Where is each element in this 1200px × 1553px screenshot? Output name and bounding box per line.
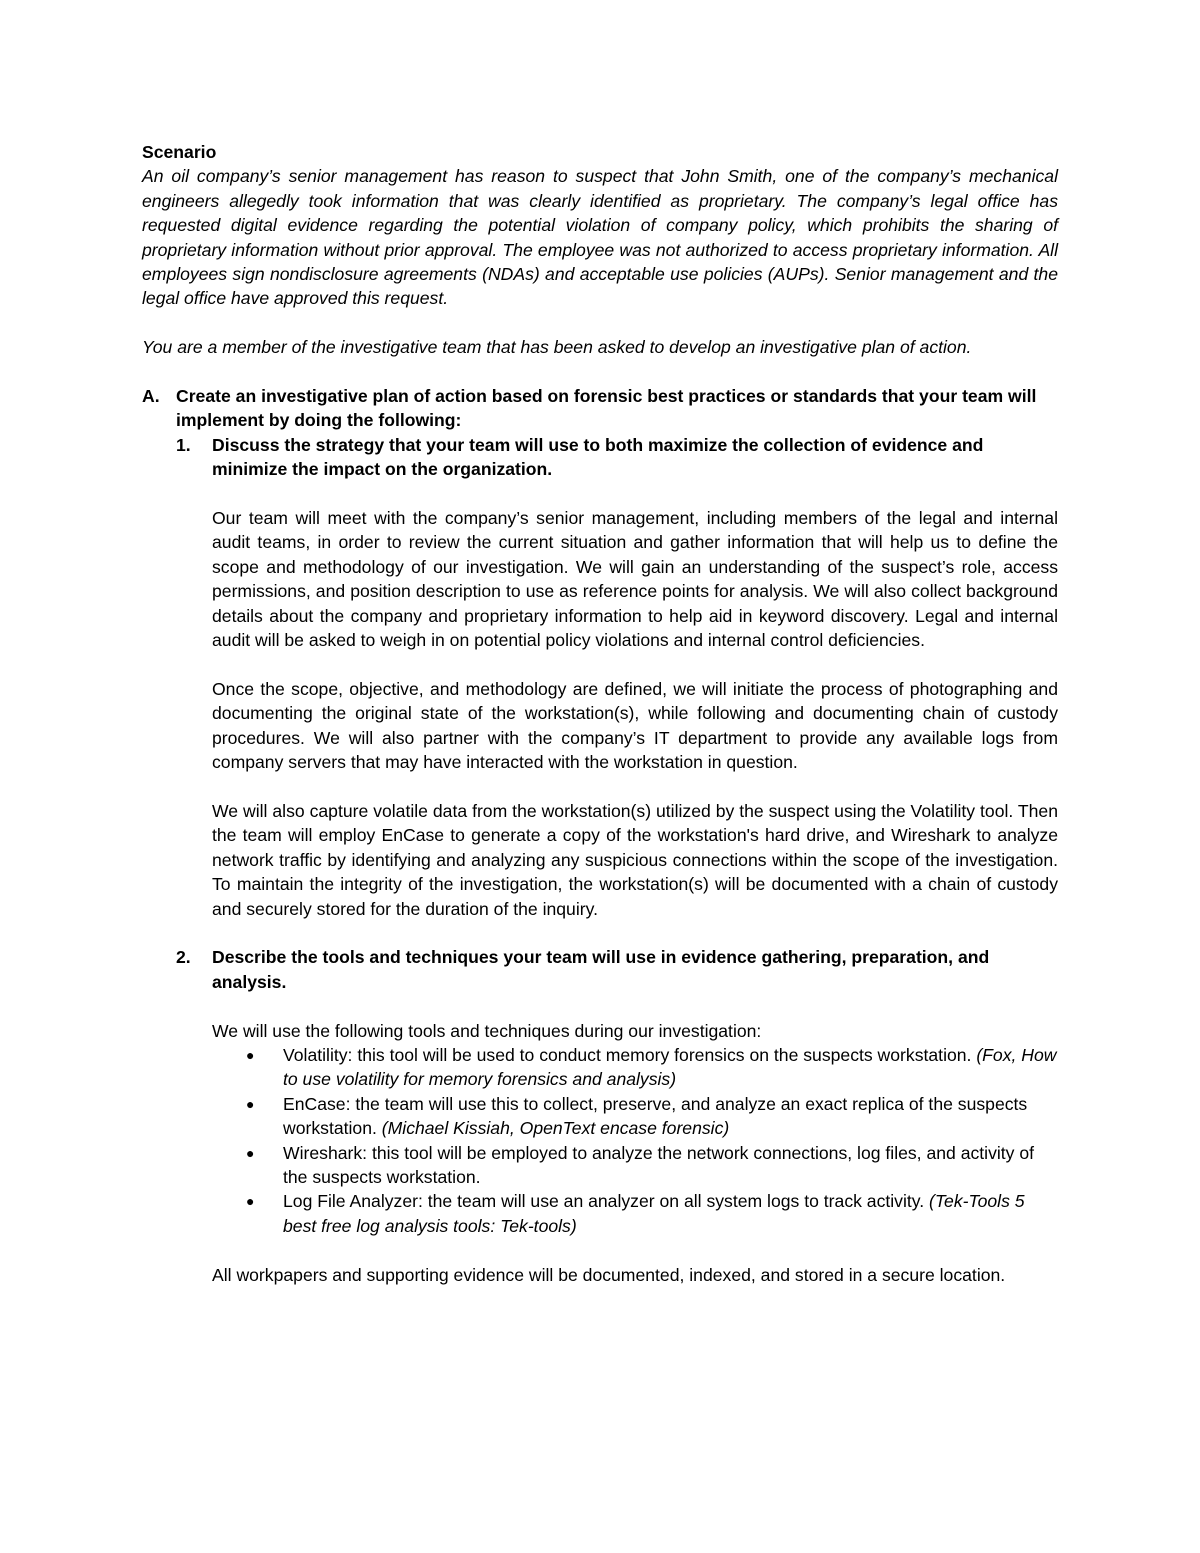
scenario-role-paragraph: You are a member of the investigative team that has been asked to develop an investigative plan of action. [142, 337, 972, 358]
item-1-title: Discuss the strategy that your team will use to both maximize the collection of evidence and minimize the impact on the organization. [212, 434, 984, 480]
section-a-items-2 [176, 945, 1058, 994]
item-2 [176, 945, 1058, 994]
item-1-paragraph-2: Once the scope, objective, and methodology are defined, we will initiate the process of photographing and documenting the original state of the workstation(s), while following and documenting chain of custody procedures. We will also partner with the company’s IT department to provide any available logs from company servers that may have interacted with the workstation in question. [212, 678, 1058, 773]
list-item [212, 1189, 1058, 1238]
tool-citation: (Tek-Tools 5 best free log analysis tools: Tek-tools) [283, 1191, 1025, 1236]
tool-description: EnCase: the team will use this to collect, preserve, and analyze an exact replica of the suspects workstation. [283, 1093, 1028, 1139]
section-a-items [176, 433, 1058, 482]
item-2-intro: We will use the following tools and techniques during our investigation: [212, 1020, 762, 1041]
item-1-paragraph-1: Our team will meet with the company’s senior management, including members of the legal and internal audit teams, in order to review the current situation and gather information that will help us to define the scope and methodology of our investigation. We will gain an understanding of the suspect’s role, access permissions, and position description to use as reference points for analysis. We will also collect background details about the company and proprietary information to help aid in keyword discovery. Legal and internal audit will be asked to weigh in on potential policy violations and internal control deficiencies. [212, 508, 1058, 651]
item-1-marker: 1. [176, 434, 191, 455]
list-item [212, 1092, 1058, 1141]
item-2-closing: All workpapers and supporting evidence will be documented, indexed, and stored in a secure location. [212, 1264, 1006, 1285]
section-a-title: Create an investigative plan of action based on forensic best practices or standards that your team will implement by doing the following: [176, 386, 1037, 431]
tool-description: Wireshark: this tool will be employed to analyze the network connections, log files, and activity of the suspects workstation. [283, 1142, 1035, 1187]
scenario-heading: Scenario [142, 142, 217, 162]
tool-citation: (Fox, How to use volatility for memory forensics and analysis) [283, 1044, 1057, 1090]
bullet-icon: ● [246, 1144, 255, 1161]
tools-list [212, 1043, 1058, 1238]
item-1 [176, 433, 1058, 482]
bullet-icon: ● [246, 1046, 255, 1063]
section-a [142, 384, 1058, 433]
item-2-marker: 2. [176, 947, 191, 968]
item-2-title: Describe the tools and techniques your team will use in evidence gathering, preparation, and analysis. [212, 947, 990, 992]
section-a-marker: A. [142, 386, 160, 407]
bullet-icon: ● [246, 1095, 255, 1112]
list-item [212, 1141, 1058, 1190]
tool-description: Log File Analyzer: the team will use an analyzer on all system logs to track activity. [283, 1191, 925, 1212]
bullet-icon: ● [246, 1193, 255, 1210]
item-1-paragraph-3: We will also capture volatile data from the workstation(s) utilized by the suspect using the Volatility tool. Then the team will employ EnCase to generate a copy of the workstation's hard drive, and Wireshark to analyze network traffic by identifying and analyzing any suspicious connections within the scope of the investigation. To maintain the integrity of the investigation, the workstation(s) will be documented with a chain of custody and securely stored for the duration of the inquiry. [212, 800, 1058, 919]
tool-description: Volatility: this tool will be used to conduct memory forensics on the suspects workstation. [283, 1044, 972, 1065]
list-item [212, 1043, 1058, 1092]
document-page [142, 140, 1058, 1287]
scenario-paragraph: An oil company’s senior management has reason to suspect that John Smith, one of the company’s mechanical engineers allegedly took information that was clearly identified as proprietary. The company’s legal office has requested digital evidence regarding the potential violation of company policy, which prohibits the sharing of proprietary information without prior approval. The employee was not authorized to access proprietary information. All employees sign nondisclosure agreements (NDAs) and acceptable use policies (AUPs). Senior management and the legal office have approved this request. [142, 166, 1058, 309]
tool-citation: (Michael Kissiah, OpenText encase forensic) [381, 1118, 730, 1139]
